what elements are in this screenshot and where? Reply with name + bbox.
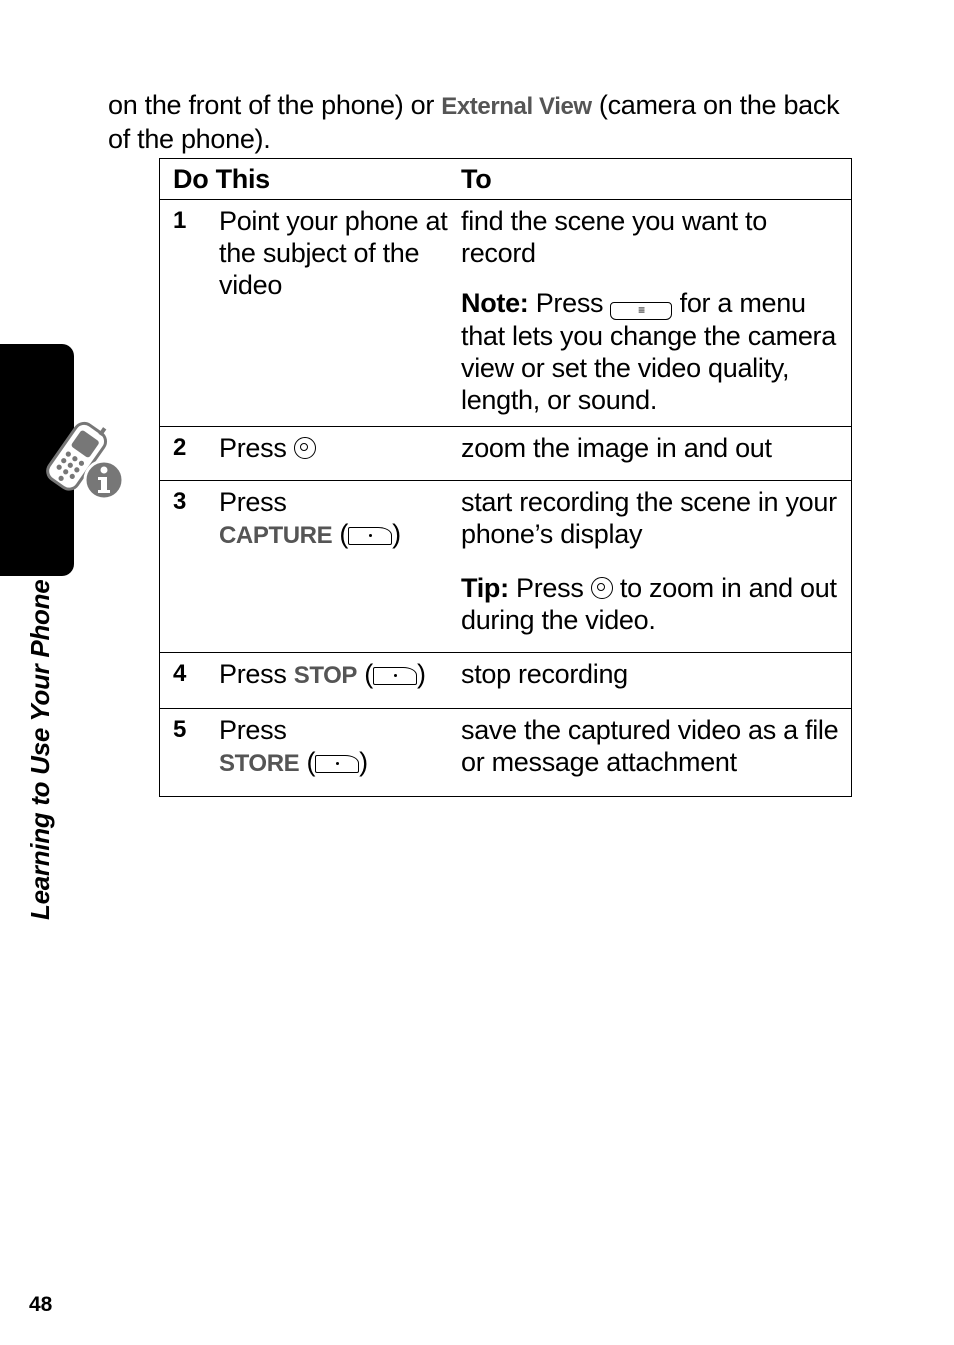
step-action: Press CAPTURE ( ): [219, 487, 401, 549]
capture-key-label: CAPTURE: [219, 522, 333, 549]
table-header-row: [160, 159, 852, 200]
step-note: [461, 287, 839, 416]
step-result: stop recording: [461, 659, 628, 689]
step-number: 3: [173, 488, 187, 515]
tip-label: Tip:: [461, 573, 509, 603]
nav-key-icon: [294, 437, 316, 459]
step-result-text: start recording the scene in your phone’s display: [461, 487, 837, 549]
table-row: [160, 709, 852, 797]
step-number: 1: [173, 207, 187, 234]
page-number: 48: [29, 1293, 53, 1316]
step-result: zoom the image in and out: [461, 433, 772, 463]
note-text-after: for a menu that lets you change the camera view or set the video quality, length, or sound.: [461, 288, 836, 415]
intro-term: External View: [441, 93, 592, 120]
step-action: Point your phone at the subject of the video: [219, 206, 448, 300]
step-action: Press STOP ( ): [219, 659, 426, 689]
soft-key-icon: [373, 667, 417, 685]
step-number: 2: [173, 434, 187, 461]
soft-key-icon: [315, 755, 359, 773]
step-action-prefix: Press: [219, 659, 294, 689]
step-number: 4: [173, 660, 187, 687]
steps-table: [159, 158, 852, 797]
step-action-prefix: Press: [219, 715, 287, 745]
table-row: [160, 653, 852, 709]
step-result: save the captured video as a file or message attachment: [461, 715, 839, 777]
soft-key-icon: [348, 527, 392, 545]
menu-key-icon: ≡: [610, 302, 672, 320]
table-row: [160, 427, 852, 481]
nav-key-icon: [591, 577, 613, 599]
tip-text-after: to zoom in and out during the video.: [461, 573, 837, 635]
step-action: [219, 427, 461, 481]
header-to: To: [461, 164, 492, 194]
header-do-this: Do This: [173, 164, 270, 194]
step-action-prefix: Press: [219, 433, 294, 463]
phone-info-icon: [38, 418, 128, 502]
store-key-label: STORE: [219, 750, 300, 777]
step-result-text: find the scene you want to record: [461, 206, 767, 268]
step-number: 5: [173, 716, 187, 743]
step-action-prefix: Press: [219, 487, 287, 517]
table-row: [160, 200, 852, 427]
stop-key-label: STOP: [293, 662, 358, 689]
chapter-label: Learning to Use Your Phone: [25, 579, 55, 920]
step-result: [461, 200, 852, 427]
step-tip: [461, 572, 839, 636]
table-row: [160, 481, 852, 653]
step-result: [461, 481, 852, 653]
step-action: Press STORE ( ): [219, 715, 368, 777]
note-label: Note:: [461, 288, 529, 318]
tip-text-before: Press: [508, 573, 591, 603]
intro-text-before: on the front of the phone) or: [108, 90, 442, 120]
intro-text-after: (camera on the back of the phone).: [108, 90, 840, 154]
intro-paragraph: [108, 89, 848, 155]
note-text-before: Press: [528, 288, 611, 318]
